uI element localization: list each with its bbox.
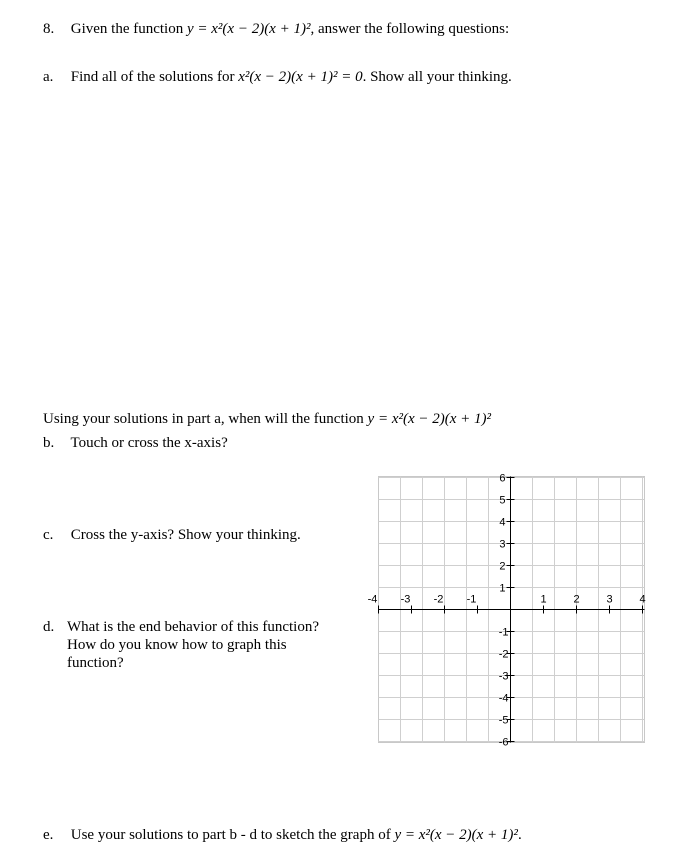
y-tick-label: -2 [498,648,509,661]
y-tick-label: -1 [498,626,509,639]
part-b-letter: b. [43,435,55,451]
part-d-line-1: What is the end behavior of this function? [67,619,320,635]
part-a-letter: a. [43,69,54,85]
x-tick-label: -4 [367,593,378,606]
x-tick-label: 3 [606,593,613,606]
part-d-line-2: How do you know how to graph this [67,637,287,653]
intro-function: y = x²(x − 2)(x + 1)² [367,411,492,427]
part-d-line-3: function? [67,655,124,671]
question-8 [43,20,509,38]
y-tick-label: -6 [498,736,509,749]
part-c-letter: c. [43,527,54,543]
question-suffix: , answer the following questions: [310,21,510,37]
part-a [43,68,512,86]
y-tick-label: -5 [498,714,509,727]
part-b-text: Touch or cross the x-axis? [70,435,228,451]
x-tick-label: 2 [573,593,580,606]
x-axis-labels [368,594,646,606]
part-a-suffix: . Show all your thinking. [362,69,512,85]
y-tick-label: 1 [499,582,506,595]
y-axis-labels [499,473,509,749]
part-a-prefix: Find all of the solutions for [70,69,235,85]
x-tick-label: -1 [466,593,477,606]
y-tick-label: 6 [499,472,506,485]
y-tick-label: -4 [498,692,509,705]
axes [379,477,645,743]
part-e-letter: e. [43,827,54,843]
x-tick-label: -3 [400,593,411,606]
y-tick-label: 3 [499,538,506,551]
intro-line [43,410,491,428]
part-e-prefix: Use your solutions to part b - d to sketch the graph of [70,827,391,843]
coordinate-grid [367,466,655,751]
y-tick-label: 4 [499,516,506,529]
question-number: 8. [43,21,55,37]
part-e-suffix: . [517,827,522,843]
y-tick-label: 5 [499,494,506,507]
y-tick-label: 2 [499,560,506,573]
x-tick-label: -2 [433,593,444,606]
part-c [43,526,301,544]
question-prefix: Given the function [70,21,184,37]
part-d-letter: d. [43,619,55,635]
function-expression: y = x²(x − 2)(x + 1)² [186,21,311,37]
part-e-function: y = x²(x − 2)(x + 1)² [394,827,518,843]
x-tick-label: 4 [639,593,646,606]
part-a-equation: x²(x − 2)(x + 1)² = 0 [238,69,363,85]
y-tick-label: -3 [498,670,509,683]
part-c-text: Cross the y-axis? Show your thinking. [70,527,301,543]
intro-prefix: Using your solutions in part a, when will the function [43,411,364,427]
x-tick-label: 1 [540,593,547,606]
part-b [43,434,228,452]
part-e [43,826,522,844]
